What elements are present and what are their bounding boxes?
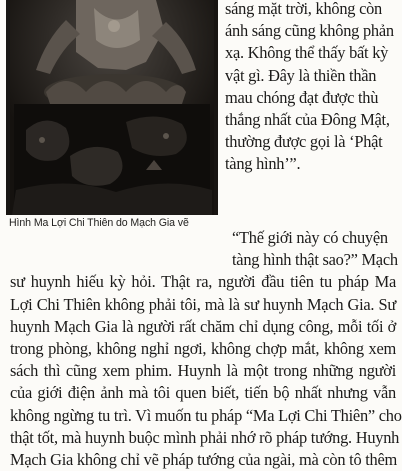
text-line: thường được gọi là ‘Phật [225, 132, 383, 152]
text-line: vật gì. Đây là thiền thần [225, 65, 377, 85]
text-line: của giới điện ảnh mà tôi quen biết, tiến bộ nhất nhưng vẫn [10, 383, 396, 403]
text-line: xạ. Không thể thấy bất kỳ [225, 43, 389, 63]
text-line: Lợi Chi Thiên không phải tôi, mà là sư huynh Mạch Gia. Sư [10, 294, 396, 314]
text-line: sư huynh hiếu kỳ hỏi. Thật ra, người đầu tiên tu pháp Ma [10, 272, 396, 292]
body-text [10, 228, 402, 471]
figure-caption: Hình Ma Lợi Chi Thiên do Mạch Gia vẽ [9, 217, 189, 229]
ma-loi-chi-thien-painting [6, 0, 218, 215]
side-column-text [225, 0, 397, 176]
text-line: huynh Mạch Gia là người rất chăm chỉ dụng công, mỗi tối ở [10, 316, 396, 336]
text-line: tàng hình’”. [225, 154, 301, 174]
text-line: thật tốt, mà huynh buộc mình phải nhớ rõ pháp tướng. Huynh [10, 427, 400, 447]
text-line: thắng nhất của Đông Mật, [225, 110, 390, 130]
text-line: “Thế giới này có chuyện [232, 228, 388, 247]
text-line: mau chóng đạt được thù [225, 87, 379, 107]
text-line: Mạch Gia không chỉ vẽ pháp tướng của ngài, mà còn tô thêm [10, 450, 398, 470]
text-line: sách thì cũng xem phim. Huynh là một trong những người [10, 361, 396, 381]
text-line: ánh sáng cũng không phản [225, 21, 394, 41]
text-line: tàng hình thật sao?” Mạch [232, 250, 398, 270]
painting-photo [6, 0, 218, 215]
text-line: trong phòng, không nghỉ ngơi, không chợp mắt, không xem [10, 339, 396, 359]
text-line: sáng mặt trời, không còn [225, 0, 382, 18]
text-line: không ngừng tu trì. Vì muốn tu pháp “Ma Lợi Chi Thiên” cho [10, 405, 402, 425]
